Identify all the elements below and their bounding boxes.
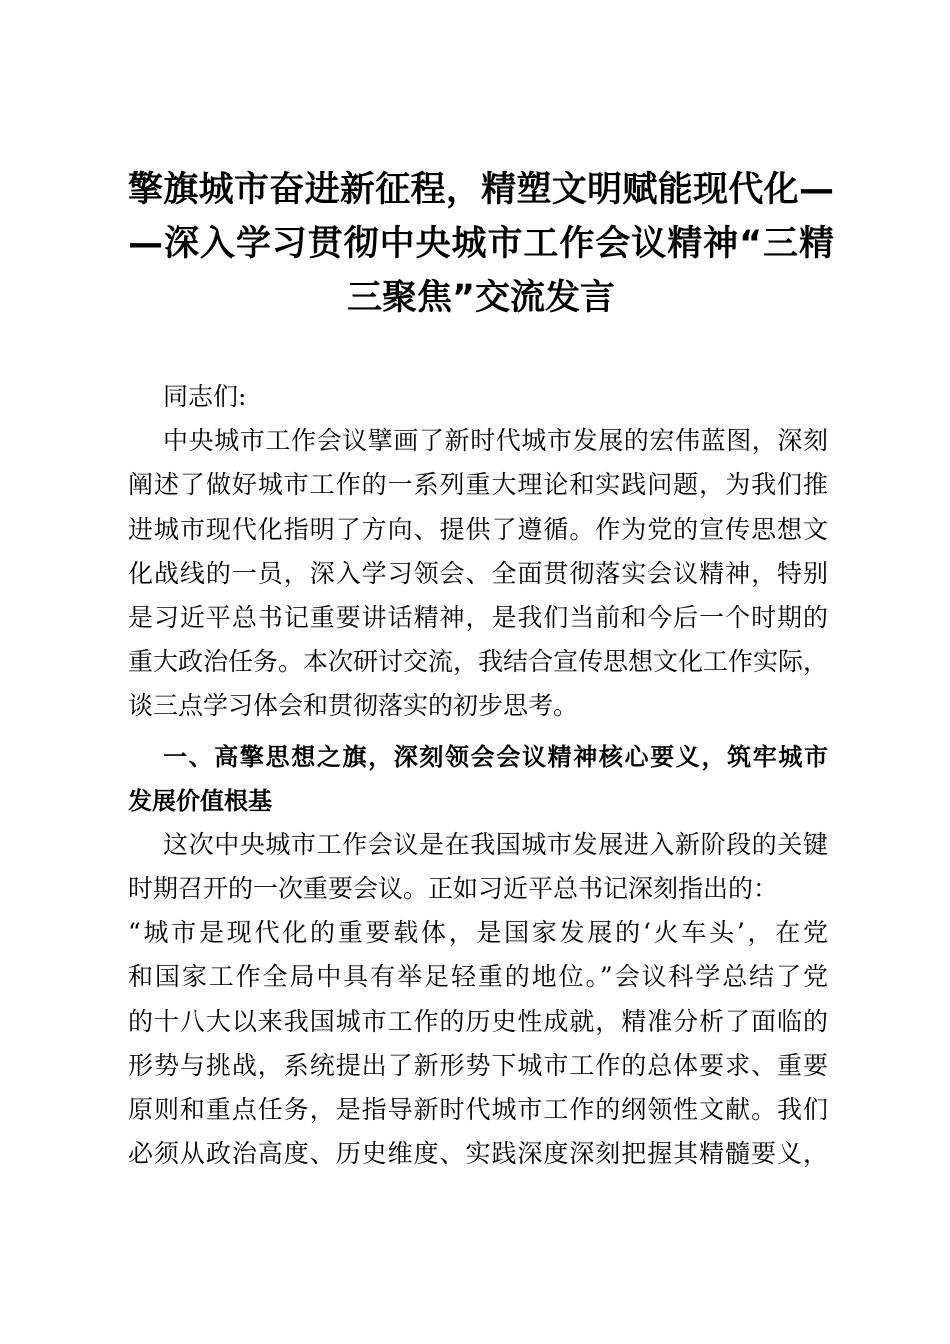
text-line: 这次中央城市工作会议是在我国城市发展进入新阶段的关键 [163, 829, 828, 859]
text-line: 阐述了做好城市工作的一系列重大理论和实践问题，为我们推 [128, 470, 828, 500]
intro-paragraph [128, 419, 828, 728]
text-line: 必须从政治高度、历史维度、实践深度深刻把握其精髓要义， [128, 1139, 828, 1169]
text-line: 的十八大以来我国城市工作的历史性成就，精准分析了面临的 [128, 1006, 828, 1036]
text-line: 中央城市工作会议擘画了新时代城市发展的宏伟蓝图，深刻 [163, 426, 828, 456]
text-line: 化战线的一员，深入学习领会、全面贯彻落实会议精神，特别 [128, 558, 828, 588]
section-heading-1 [128, 735, 828, 823]
heading-line: 一、高擎思想之旗，深刻领会会议精神核心要义，筑牢城市 [163, 742, 828, 771]
title-line: 擎旗城市奋进新征程，精塑文明赋能现代化— [128, 170, 834, 210]
text-line: 是习近平总书记重要讲话精神，是我们当前和今后一个时期的 [128, 602, 828, 632]
document-body [128, 375, 828, 1176]
text-line: 重大政治任务。本次研讨交流，我结合宣传思想文化工作实际， [128, 647, 829, 677]
text-line: 原则和重点任务，是指导新时代城市工作的纲领性文献。我们 [128, 1095, 828, 1124]
text-line: 形势与挑战，系统提出了新形势下城市工作的总体要求、重要 [128, 1050, 828, 1080]
section-1-paragraph [128, 823, 828, 1177]
title-line: —深入学习贯彻中央城市工作会议精神“三精 [128, 224, 834, 264]
text-line: 进城市现代化指明了方向、提供了遵循。作为党的宣传思想文 [128, 514, 828, 544]
document-title [128, 163, 834, 325]
text-line: 时期召开的一次重要会议。正如习近平总书记深刻指出的： [128, 874, 779, 904]
text-line: 谈三点学习体会和贯彻落实的初步思考。 [128, 691, 579, 721]
text-line: “城市是现代化的重要载体，是国家发展的‘火车头’，在党 [128, 918, 828, 948]
text-line: 和国家工作全局中具有举足轻重的地位。”会议科学总结了党 [128, 962, 828, 992]
heading-line: 发展价值根基 [128, 786, 272, 815]
salutation: 同志们: [163, 382, 247, 411]
title-line: 三聚焦”交流发言 [346, 278, 615, 318]
